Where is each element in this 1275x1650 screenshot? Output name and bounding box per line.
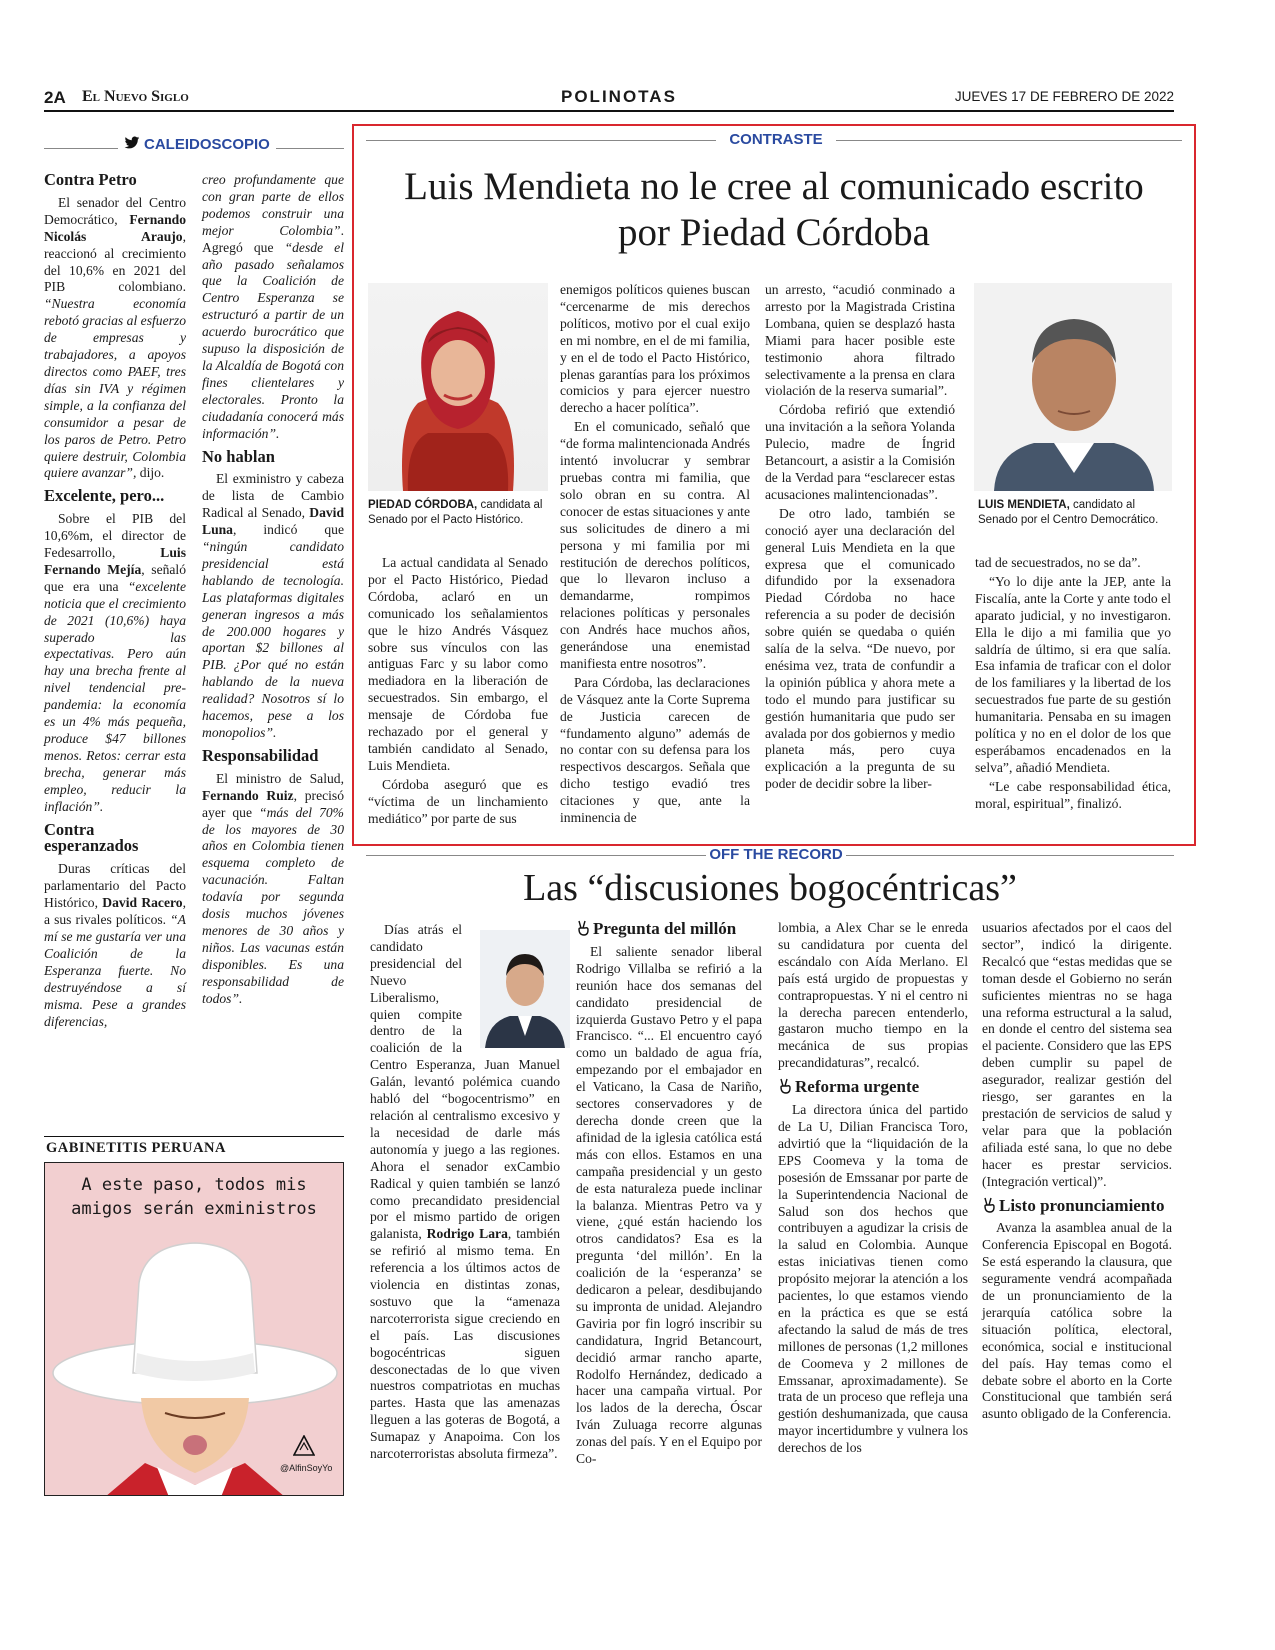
offrecord-kicker: OFF THE RECORD	[709, 846, 843, 863]
paragraph: El senador del Centro Democrático, Fernando Nicolás Araujo, reaccionó al crecimiento del 10,6% en 2021 del PIB colombiano. “Nuestra economía rebotó gracias al esfuerzo de empresas y trabajadores, a apoyos directos como PAEF, tres días sin IVA y régimen simple, a la confianza del consumidor a pesar de los paros de Petro. Petro quiere destruir, Colombia quiere avanzar”, dijo.	[44, 194, 186, 481]
offrecord-column-4	[982, 920, 1172, 1425]
cartoon-title: GABINETITIS PERUANA	[46, 1140, 226, 1156]
paragraph: Duras críticas del parlamentario del Pacto Histórico, David Racero, a sus rivales políticos. “A mí se me gustaría ver una Coalición de la Esperanza fuerte. No destruyéndose a sí misma. Pese a grandes diferencias,	[44, 861, 186, 1029]
subhead-contra-esperanzados: Contra esperanzados	[44, 819, 139, 856]
cartoon-speech: A este paso, todos mis amigos serán exministros	[71, 1175, 317, 1219]
paragraph: “Le cabe responsabilidad ética, moral, espiritual”, finalizó.	[975, 778, 1171, 811]
paragraph: De otro lado, también se conoció ayer una declaración del general Luis Mendieta en la que expresa que el comunicado difundido por la exsenadora Piedad Córdoba no hace referencia a su poder de decisión sobre quién se quedaba o quién salía de la selva. “De nuevo, por enésima vez, trata de confundir a la opinión pública y ahora mete a todo el mundo para justificar su gestión humanitaria que pudo ser avalada por dos gobiernos y medio planeta más, pero cuya explicación a la pregunta de su poder de decidir sobre la liber-	[765, 505, 955, 792]
cartoon	[44, 1136, 344, 1496]
paragraph: Córdoba refirió que extendió una invitación a la señora Yolanda Pulecio, madre de Íngrid Betancourt, a asistir a la Comisión de la Verdad para “esclarecer estas acusaciones malintencionadas”.	[765, 402, 955, 502]
photo-piedad-cordoba	[368, 283, 548, 491]
offrecord-rule-left	[366, 855, 706, 856]
subhead-contra-petro: Contra Petro	[44, 170, 137, 189]
paragraph: En el comunicado, señaló que “de forma malintencionada Andrés intentó involucrar y sembrar pruebas contra mi familia, que solo obran en su contra. Al conocer de estas situaciones y ante sus solicitudes de dinero a mi persona y mi familia por mi restitución de derechos políticos, que lo llevaron incluso a demandarme, rompimos relaciones políticas y personales con Andrés hace muchos años, generándose una enemistad manifiesta entre nosotros”.	[560, 419, 750, 671]
subhead-listo-pronunciamiento: Listo pronunciamiento	[982, 1197, 1172, 1215]
paragraph: Días atrás el candidato presidencial del Nuevo Liberalismo, quien compite dentro de la coalición de la Centro Esperanza, Juan Manuel Galán, levantó polémica cuando habló del “bogocentrismo” en relación al centralismo excesivo y la necesidad de darle más autonomía y juego a las regiones. Ahora el senador exCambio Radical y quien también se lanzó como precandidato presidencial por el mismo partido de origen galanista, Rodrigo Lara, también se refirió al mismo tema. En referencia a los últimos actos de violencia en distintas zonas, sostuvo que la “amenaza narcoterrorista sigue creciendo en el país. Las discusiones bogocéntricas siguen desconectadas de lo que viven nuestros compatriotas en muchas partes. Hasta que las amenazas lleguen a las goteras de Bogotá, a Sumapaz y Anapoima. Con los narcoterroristas absoluta firmeza”.	[370, 922, 560, 1462]
header-rule	[44, 110, 1174, 112]
subhead-responsabilidad: Responsabilidad	[202, 745, 319, 765]
victory-hand-icon	[982, 1197, 996, 1213]
contraste-column-2	[560, 282, 750, 829]
contraste-rule-left	[366, 140, 716, 141]
paragraph: Córdoba aseguró que es “víctima de un linchamiento mediático” por parte de sus	[368, 776, 548, 826]
caleidoscopio-title: CALEIDOSCOPIO	[144, 136, 270, 153]
paragraph: Avanza la asamblea anual de la Conferencia Episcopal en Bogotá. Se está esperando la clausura, que seguramente vendrá acompañada de un pronunciamiento de la jerarquía católica sobre la situación política, electoral, económica, social e institucional del país. Hay temas como el debate sobre el aborto en la Corte Constitucional que también será asunto obligado de la Conferencia.	[982, 1220, 1172, 1422]
subhead-pregunta-millon: Pregunta del millón	[576, 920, 762, 938]
contraste-headline: Luis Mendieta no le cree al comunicado escrito por Piedad Córdoba	[404, 165, 1144, 254]
offrecord-rule-right	[846, 855, 1174, 856]
paragraph: lombia, a Alex Char se le enreda su candidatura por cuenta del escándalo con Aída Merlano. El país está urgido de propuestas y contrapropuestas. Y ni el centro ni la derecha parecen entenderlo, gastaron mucho tiempo en la mecánica de sus propias precandidaturas”, recalcó.	[778, 920, 968, 1071]
newspaper-name: El Nuevo Siglo	[82, 88, 189, 105]
paragraph: La actual candidata al Senado por el Pacto Histórico, Piedad Córdoba, aclaró en un comunicado los señalamientos que le hizo Andrés Vásquez sobre sus vínculos con las antiguas Farc y su labor como mediadora en la liberación de secuestrados. Sin embargo, el mensaje de Córdoba fue rechazado por el general y también candidato al Senado, Luis Mendieta.	[368, 555, 548, 773]
paragraph: tad de secuestrados, no se da”.	[975, 555, 1141, 570]
paragraph: El saliente senador liberal Rodrigo Villalba se refirió a la reunión hace dos semanas del candidato presidencial de izquierda Gustavo Petro y el papa Francisco. “... El encuentro cayó como un baldado de agua fría, empezando por el embajador en el Vaticano, la Casa de Nariño, sectores conservadores y de derecha donde creen que la afinidad de la iglesia católica está más con ellos. Estamos en una campaña presidencial y un gesto de esta naturaleza puede inclinar la balanza. Mientras Petro va y viene, ¿qué están haciendo los otros candidatos? Esa es la pregunta ‘del millón’. En la coalición de la ‘esperanza’ se dedicaron a pelear, desdibujando su impronta de unidad. Alejandro Gaviria por fin logró inscribir su candidatura, Ingrid Betancourt, decidió armar rancho aparte, Rodolfo Hernández, dedicado a hacer una campaña virtual. Por los lados de la derecha, Óscar Iván Zuluaga recorre algunas zonas del país. Y en el Equipo por Co-	[576, 943, 762, 1467]
twitter-icon	[124, 136, 140, 150]
cartoonist-logo-icon	[293, 1435, 315, 1457]
offrecord-headline: Las “discusiones bogocéntricas”	[523, 867, 1017, 909]
paragraph: El ministro de Salud, Fernando Ruiz, precisó ayer que “más del 70% de los mayores de 30 años en Colombia tienen esquema completo de vacunación. Faltan todavía por segunda dosis muchos jóvenes menores de 30 años y niños. Las vacunas están disponibles. Es una responsabilidad de todos”.	[202, 770, 344, 1006]
paragraph: Sobre el PIB del 10,6%m, el director de Fedesarrollo, Luis Fernando Mejía, señaló que era una “excelente noticia que el crecimiento de 2021 (10,6%) haya superado las expectativas. Pero aún hay una brecha frente al nivel tendencial pre-pandemia: la economía es un 4% más pequeña, produce $47 billones menos. Retos: cerrar esta brecha, generar más empleo, reducir la inflación”.	[44, 511, 187, 814]
victory-hand-icon	[778, 1078, 792, 1094]
caleidoscopio-column-1	[44, 172, 186, 1032]
contraste-rule-right	[836, 140, 1182, 141]
paragraph: usuarios afectados por el caos del sector”, indicó la dirigente. Recalcó que “estas medidas que se toman desde el Gobierno no serán suficientes mientras no se haga una reforma estructural a la salud, en donde el centro del sistema sea el paciente. Considero que las EPS deben cumplir su papel de asegurador, realizar gestión del riesgo, ser garantes en la prestación de servicios de salud y velar para que la población afiliada esté sana, lo que no debe hacer es prestar servicios. (Integración vertical)”.	[982, 920, 1172, 1189]
caption-mendieta: LUIS MENDIETA, candidato al Senado por el Centro Democrático.	[978, 499, 1159, 526]
photo-luis-mendieta	[974, 283, 1172, 491]
contraste-column-4	[975, 555, 1171, 815]
paragraph: un arresto, “acudió conminado a arresto por la Magistrada Cristina Lombana, quien se desplazó hasta Miami para hacer posible este testimonio ahora filtrado selectivamente a la prensa en clara violación de la reserva sumarial”.	[765, 282, 955, 399]
cartoon-panel	[44, 1162, 344, 1496]
subhead-excelente: Excelente, pero...	[44, 486, 165, 506]
contraste-kicker: CONTRASTE	[729, 131, 823, 148]
victory-hand-icon	[576, 920, 590, 936]
offrecord-column-1	[370, 922, 560, 1465]
paragraph: enemigos políticos quienes buscan “cercenarme de mis derechos políticos, motivo por el cual exijo en mi nombre, en el de mi familia, y en el de todo el Pacto Histórico, plenas garantías para los próximos comicios y para ejercer nuestro derecho a hacer política”.	[560, 282, 750, 416]
cartoon-rule	[44, 1136, 344, 1137]
page-header	[44, 86, 1174, 110]
paragraph: creo profundamente que con gran parte de ellos podemos construir una mejor Colombia”. Agregó que “desde el año pasado señalamos que la Coalición de Centro Esperanza se estructuró a partir de un acuerdo burocrático que supuso la disposición de la Alcaldía de Bogotá con fines clientelares y electorales. Pronto la ciudadanía conocerá más información”.	[202, 172, 344, 441]
issue-date: JUEVES 17 DE FEBRERO DE 2022	[954, 89, 1174, 104]
cartoon-signature: @AlfinSoyYo	[280, 1463, 333, 1473]
caleidoscopio-column-2	[202, 172, 344, 1010]
subhead-reforma-urgente: Reforma urgente	[778, 1078, 968, 1096]
paragraph: El exministro y cabeza de lista de Cambio Radical al Senado, David Luna, indicó que “ningún candidato presidencial está hablando de tecnología. Las plataformas digitales generan ingresos a más de 200.000 hogares y aportan $2 billones al PIB. ¿Por qué no están hablando de la nueva realidad? Nosotros sí lo hacemos, pese a los monopolios”.	[202, 471, 344, 740]
contraste-column-1	[368, 555, 548, 830]
paragraph: Para Córdoba, las declaraciones de Vásquez ante la Corte Suprema de Justicia carecen de “fundamento alguno” además de no contar con su defensa para los respectivos descargos. Señala que dicho testigo evadió tres citaciones y que, ante la inminencia de	[560, 674, 750, 826]
paragraph: La directora única del partido de La U, Dilian Francisca Toro, advirtió que la “liquidación de la EPS Coomeva y la toma de posesión de Emssanar por parte de la Superintendencia Nacional de Salud son dos hechos que contribuyen a agudizar la crisis de la salud en Colombia. Aunque estas iniciativas tienen como propósito mejorar la atención a los pacientes, lo que estamos viendo en la práctica es que se está afectando la salud de más de tres millones de personas (1,2 millones de Coomeva y 2 millones de Emssanar, aproximadamente). Se trata de un proceso que refleja una gestión deshumanizada, que causa mayor incertidumbre y vulnera los derechos de los	[778, 1102, 968, 1456]
section-title: POLINOTAS	[561, 87, 677, 106]
contraste-column-3	[765, 282, 955, 795]
offrecord-column-3	[778, 920, 968, 1459]
subhead-no-hablan: No hablan	[202, 446, 275, 466]
caleidoscopio-label	[124, 136, 270, 153]
caleidoscopio-rule-left	[44, 148, 118, 149]
offrecord-column-2	[576, 920, 762, 1470]
caption-piedad: PIEDAD CÓRDOBA, candidata al Senado por el Pacto Histórico.	[368, 499, 543, 526]
paragraph: “Yo lo dije ante la JEP, ante la Fiscalía, ante la Corte y ante todo el aparato judicial, y no investigaron. Ella le dijo a mi familia que yo saldría de último, si era que salía. Esa infamia de traficar con el dolor de los familiares y la libertad de los secuestrados fue parte de su gestión humanitaria. Pensaba en su imagen política y no en el dolor de los que esperábamos encadenados en la selva”, añadió Mendieta.	[975, 573, 1171, 775]
caleidoscopio-rule-right	[276, 148, 344, 149]
page-number: 2A	[44, 88, 66, 107]
